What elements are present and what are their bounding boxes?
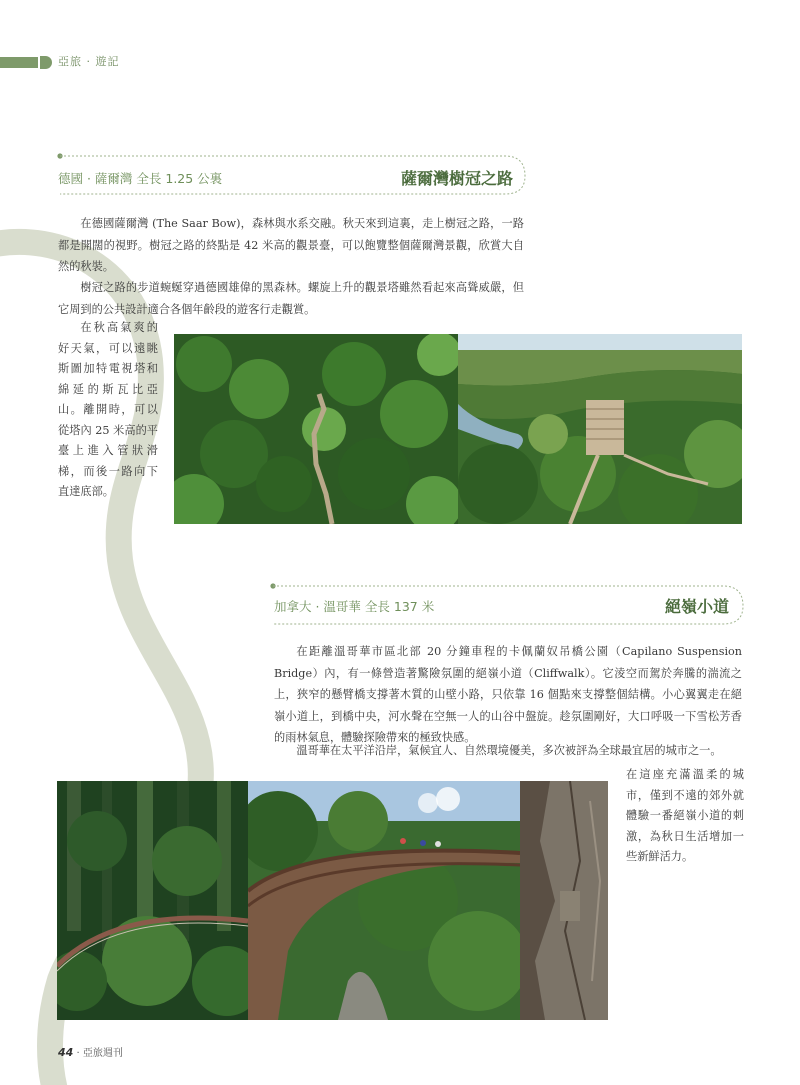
photo-cliffwalk-bridge	[248, 781, 520, 1020]
section1-title: 薩爾灣樹冠之路	[400, 169, 513, 188]
section-header: 亞旅 · 遊記	[58, 55, 120, 68]
section1-side-text: 在秋高氣爽的好天氣，可以遠眺斯圖加特電視塔和綿延的斯瓦比亞山。離開時，可以從塔內 25 米高的平臺上進入管狀滑梯，而後一路向下直達底部。	[58, 321, 158, 498]
page-folio	[58, 1044, 123, 1059]
section2-paragraph-2: 溫哥華在太平洋沿岸，氣候宜人、自然環境優美，多次被評為全球最宜居的城市之一。	[296, 744, 722, 757]
photo-cliffwalk-forest	[57, 781, 248, 1020]
publication-name: 亞旅週刊	[82, 1048, 123, 1059]
section1-meta: 德國 · 薩爾灣 全長 1.25 公裏	[58, 171, 223, 186]
section2-side-text: 在這座充滿溫柔的城市，僅到不遠的郊外就體驗一番絕嶺小道的刺激，為秋日生活增加一些新鮮活力。	[626, 768, 744, 863]
photo-forest-walkway-aerial	[174, 334, 458, 524]
header-accent-bar	[0, 57, 38, 68]
section2-paragraph-1: 在距離溫哥華市區北部 20 分鐘車程的卡佩蘭奴吊橋公園（Capilano Suspension Bridge）內，有一條營造著驚險氛圍的絕嶺小道（Cliffwalk）。它淩空而駕於奔騰的湍流之上，狹窄的懸臂橋支撐著木質的山壁小路，只依靠 16 個點來支撐整個結構。小心翼翼走在絕嶺小道上，到橋中央，河水聲在空無一人的山谷中盤旋。趁氛圍剛好，大口呼吸一下雪松芳香的雨林氣息，體驗探險帶來的極致快感。	[274, 645, 742, 744]
photo-granite-cliff	[520, 781, 608, 1020]
photo-saar-bow-tower	[458, 334, 742, 524]
section2-meta: 加拿大 · 溫哥華 全長 137 米	[274, 599, 435, 614]
section2-title: 絕嶺小道	[664, 597, 729, 616]
section1-paragraph-2: 樹冠之路的步道蜿蜒穿過德國雄偉的黑森林。螺旋上升的觀景塔雖然看起來高聳威嚴，但它周到的公共設計適合各個年齡段的遊客行走觀賞。	[58, 281, 524, 316]
page-number: 44	[58, 1046, 74, 1059]
section1-paragraph-1: 在德國薩爾灣 (The Saar Bow)，森林與水系交融。秋天來到這裏，走上樹冠之路，一路都是開闊的視野。樹冠之路的終點是 42 米高的觀景臺，可以飽覽整個薩爾灣景觀，欣賞大自然的秋裝。	[58, 217, 524, 273]
folio-separator: ·	[76, 1048, 83, 1059]
